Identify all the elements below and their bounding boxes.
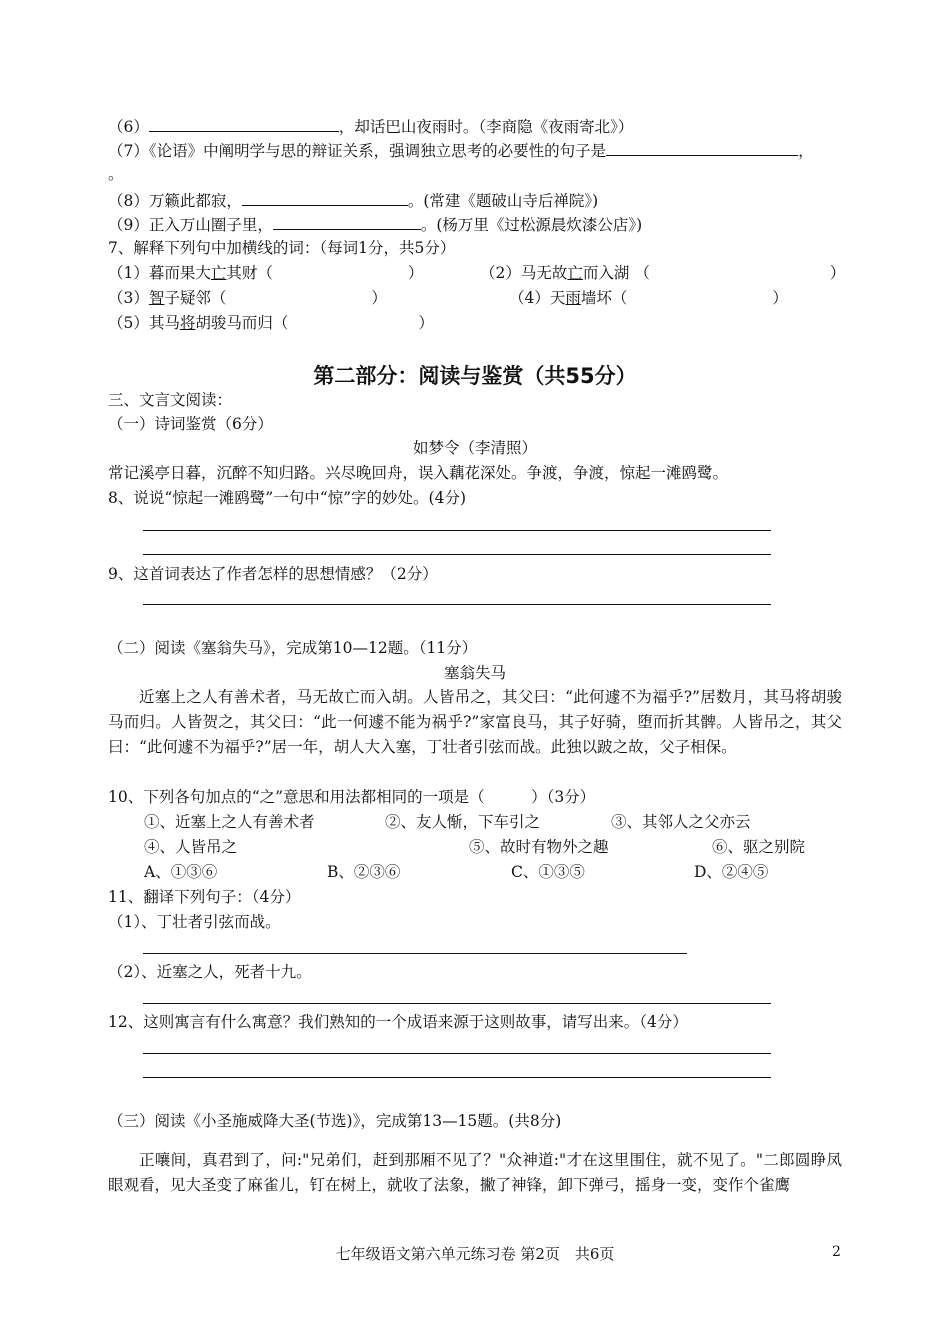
passage3-text: 正嚷间，真君到了，问:"兄弟们，赶到那厢不见了？"众神道:"才在这里围住，就不见了。"二郎圆睁凤眼观看，见大圣变了麻雀儿，钉在树上，就收了法象，撇了神锋，卸下弹弓，摇身一变，变作个雀鹰	[108, 1151, 842, 1194]
q7-item-4: （4）天雨墙坏（ ）	[509, 289, 788, 307]
answer-blank[interactable]	[242, 190, 408, 206]
q10-option: ①、近塞上之人有善术者	[144, 813, 315, 831]
section3-heading: 三、文言文阅读：	[108, 391, 233, 409]
answer-line[interactable]	[143, 604, 771, 605]
poem-title: 如梦令（李清照）	[412, 439, 537, 457]
q10-option: ⑥、驱之别院	[712, 838, 806, 856]
q11-sentence-1: （1）、丁壮者引弦而战。	[108, 913, 281, 931]
answer-line[interactable]	[143, 1077, 771, 1078]
q6-item-7: （7）《论语》中阐明学与思的辩证关系，强调独立思考的必要性的句子是 ，	[108, 142, 814, 160]
answer-blank[interactable]	[606, 140, 798, 156]
answer-line[interactable]	[143, 554, 771, 555]
q7-item-1: （1）暮而果大亡其财（ ）	[108, 264, 424, 282]
q9-question: 9、这首词表达了作者怎样的思想情感？（2分）	[108, 565, 438, 583]
page-footer: 七年级语文第六单元练习卷 第2页 共6页	[335, 1245, 615, 1263]
q10-option: ③、其邻人之父亦云	[611, 813, 751, 831]
q10-option: ②、友人惭，下车引之	[385, 813, 541, 831]
q6-item-6: （6） ，却话巴山夜雨时。（李商隐《夜雨寄北》）	[108, 118, 634, 136]
q11-sentence-2: （2）、近塞之人，死者十九。	[108, 963, 312, 981]
q6-item-9: （9）正入万山圈子里， 。(杨万里《过松源晨炊漆公店》)	[108, 216, 643, 234]
answer-line[interactable]	[143, 953, 687, 954]
q7-item-5: （5）其马将胡骏马而归（ ）	[108, 314, 434, 332]
q6-item-7-cont: 。	[108, 165, 124, 183]
passage2-title: 塞翁失马	[443, 664, 506, 682]
answer-blank[interactable]	[273, 214, 421, 230]
answer-line[interactable]	[143, 1003, 771, 1004]
q7-item-3: （3）智子疑邻（ ）	[108, 289, 387, 307]
poem-section-heading: （一）诗词鉴赏（6分）	[108, 415, 273, 433]
page-number: 2	[832, 1244, 841, 1260]
q11-title: 11、翻译下列句子：（4分）	[108, 888, 301, 906]
q12-question: 12、这则寓言有什么寓意？我们熟知的一个成语来源于这则故事，请写出来。（4分）	[108, 1013, 688, 1031]
q10-choice-b[interactable]: B、②③⑥	[327, 863, 401, 881]
q10-title: 10、下列各句加点的“之”意思和用法都相同的一项是（ ）（3分）	[108, 788, 596, 806]
q10-choice-d[interactable]: D、②④⑤	[694, 863, 769, 881]
answer-line[interactable]	[143, 1053, 771, 1054]
q8-question: 8、说说“惊起一滩鸥鹭”一句中“惊”字的妙处。(4分)	[108, 489, 467, 507]
poem-text: 常记溪亭日暮，沉醉不知归路。兴尽晚回舟，误入藕花深处。争渡，争渡，惊起一滩鸥鹭。	[108, 464, 729, 482]
answer-blank[interactable]	[149, 116, 339, 132]
q6-item-8: （8）万籁此都寂， 。(常建《题破山寺后禅院》)	[108, 192, 599, 210]
q10-choice-c[interactable]: C、①③⑤	[511, 863, 585, 881]
passage2-section-heading: （二）阅读《塞翁失马》，完成第10—12题。（11分）	[108, 639, 478, 657]
q7-title: 7、解释下列句中加横线的词：（每词1分，共5分）	[108, 239, 456, 257]
q10-option: ④、人皆吊之	[144, 838, 238, 856]
part2-title: 第二部分：阅读与鉴赏（共55分）	[313, 364, 637, 388]
q10-option: ⑤、故时有物外之趣	[469, 838, 609, 856]
q7-item-2: （2）马无故亡而入湖 （ ）	[480, 264, 846, 282]
q10-choice-a[interactable]: A、①③⑥	[144, 863, 218, 881]
passage2-text: 近塞上之人有善术者，马无故亡而入胡。人皆吊之，其父曰：“此何遽不为福乎?”居数月，其马将胡骏马而归。人皆贺之，其父曰：“此一何遽不能为祸乎?”家富良马，其子好骑，堕而折其髀。人皆吊之，其父曰：“此何遽不为福乎?”居一年，胡人大入塞，丁壮者引弦而战。此独以跛之故，父子相保。	[108, 688, 842, 756]
answer-line[interactable]	[143, 530, 771, 531]
passage3-section-heading: （三）阅读《小圣施威降大圣(节选)》，完成第13—15题。(共8分)	[108, 1112, 562, 1130]
